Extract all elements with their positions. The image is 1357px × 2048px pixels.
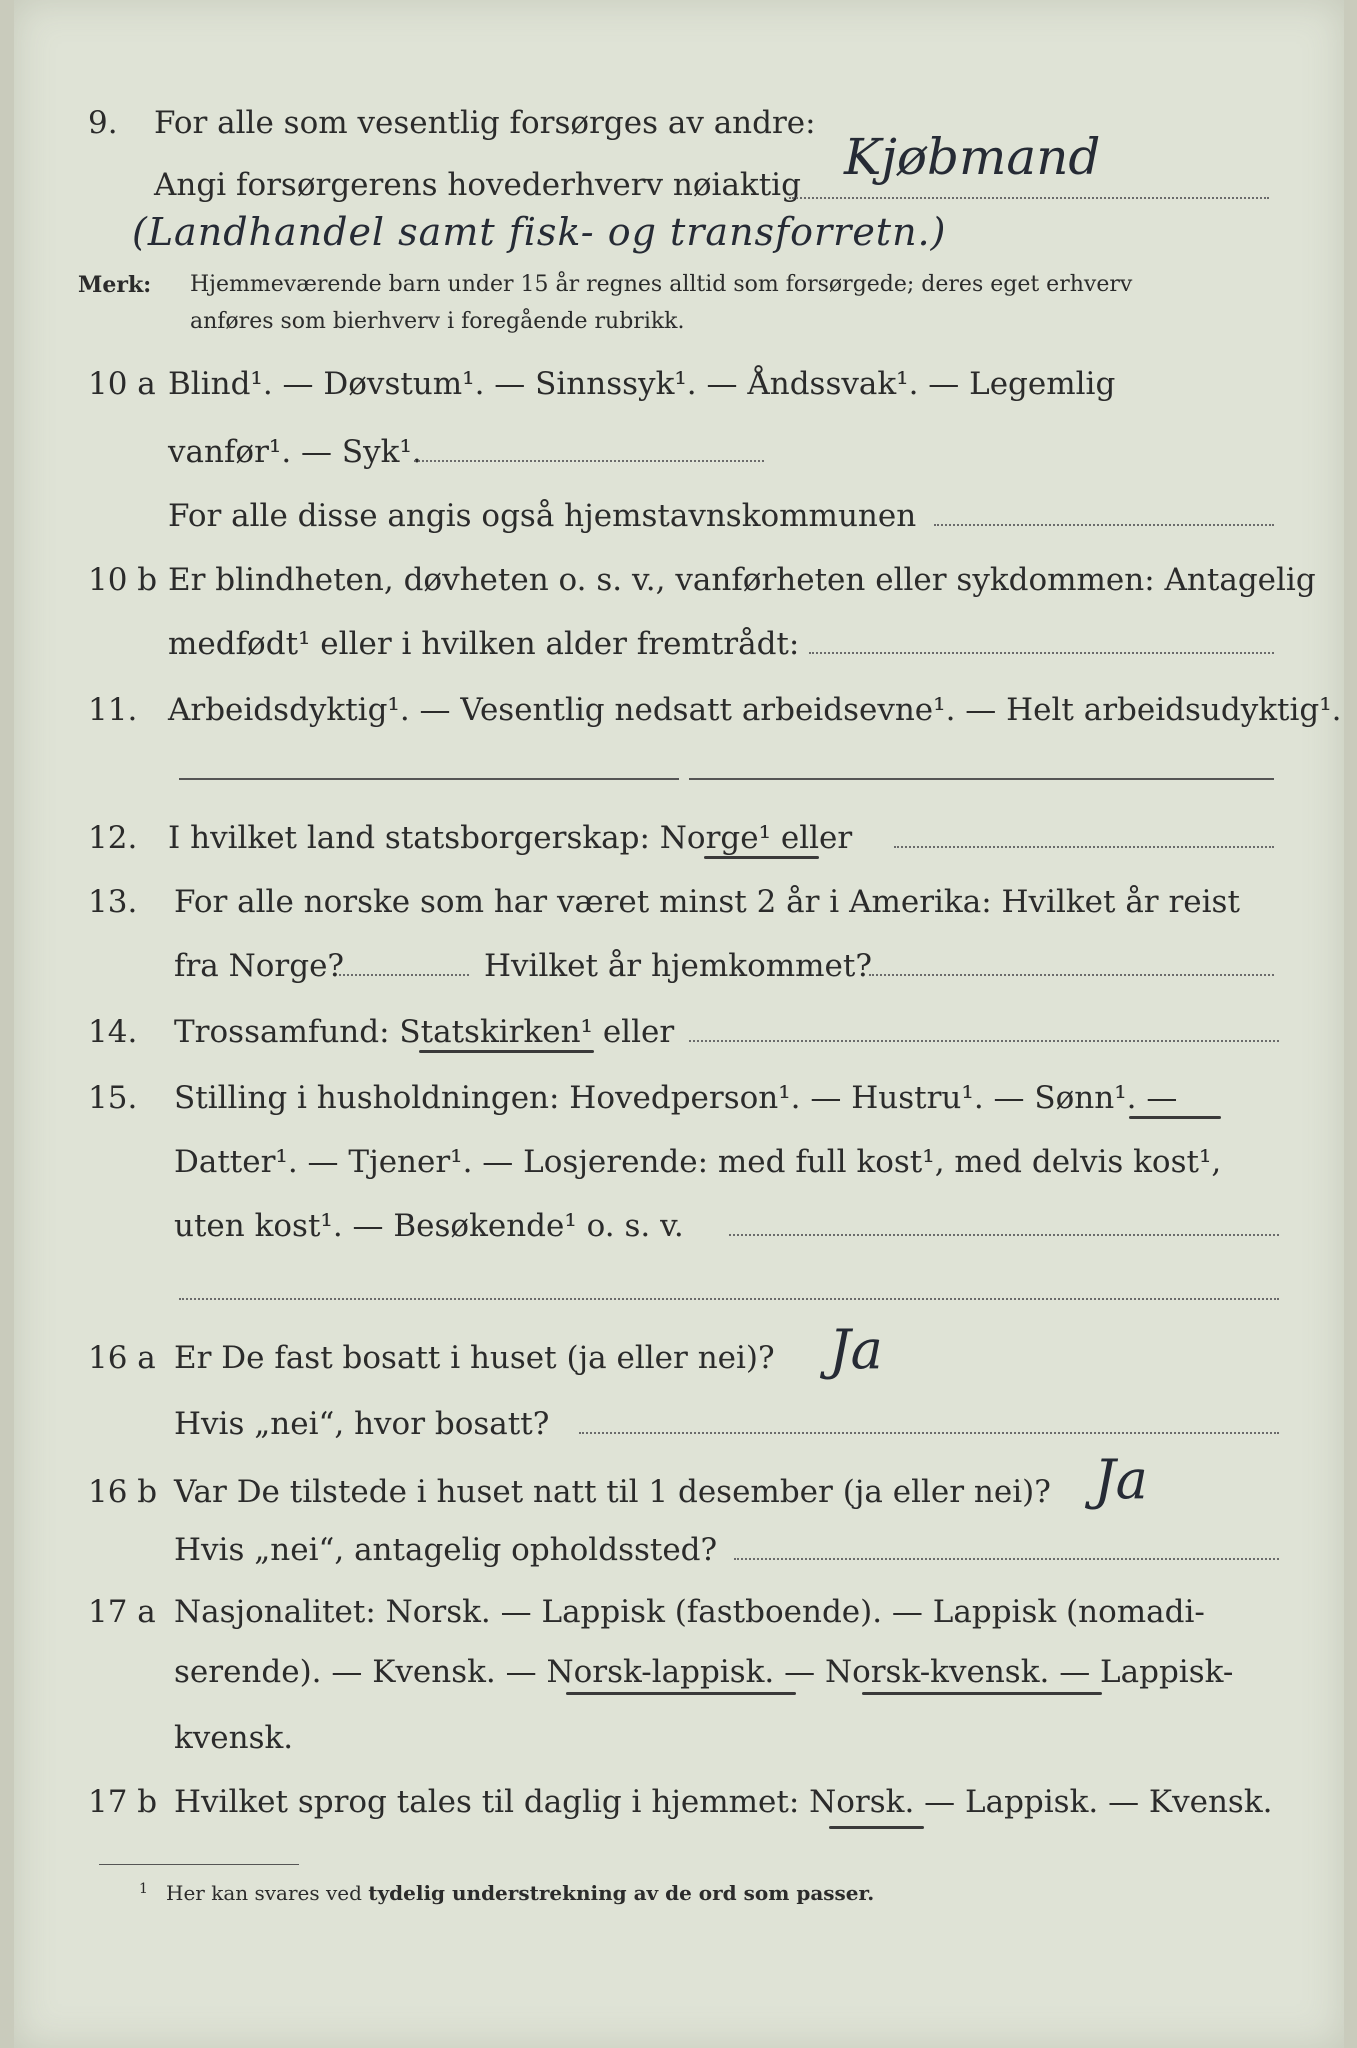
q12-norge-underline (704, 856, 819, 859)
census-form-page (14, 0, 1344, 2048)
q17b-number: 17 b (88, 1784, 158, 1820)
q13-text-2b: Hvilket år hjemkommet? (484, 948, 872, 984)
q17b-text: Hvilket sprog tales til daglig i hjemmet: Norsk. — Lappisk. — Kvensk. (174, 1784, 1273, 1820)
q9-handwritten-detail: (Landhandel samt fisk- og transforretn.) (132, 210, 947, 254)
q16b-text-1: Var De tilstede i huset natt til 1 desember (ja eller nei)? (174, 1474, 1051, 1510)
merk-label: Merk: (78, 272, 152, 298)
q11-answer-line-1 (179, 778, 679, 780)
q11-text: Arbeidsdyktig¹. — Vesentlig nedsatt arbeidsevne¹. — Helt arbeidsudyktig¹. (168, 692, 1342, 728)
q17a-text-3: kvensk. (174, 1720, 294, 1756)
q15-visitor-line (729, 1234, 1279, 1236)
q17b-norsk-underline (829, 1826, 924, 1829)
q15-sonn-underline (1129, 1116, 1221, 1119)
q10a-text-1: Blind¹. — Døvstum¹. — Sinnssyk¹. — Åndssvak¹. — Legemlig (168, 366, 1116, 402)
q15-extra-line (179, 1298, 1279, 1300)
merk-text-1: Hjemmeværende barn under 15 år regnes alltid som forsørgede; deres eget erhverv (190, 272, 1133, 297)
q16b-handwritten-answer: Ja (1094, 1448, 1148, 1511)
footnote-text-a: Her kan svares ved (166, 1881, 369, 1905)
q16a-text-2: Hvis „nei“, hvor bosatt? (174, 1406, 550, 1442)
q10a-municipality-line (934, 524, 1274, 526)
q9-provider-label: Angi forsørgerens hovederhverv nøiaktig (154, 167, 801, 203)
q12-number: 12. (88, 820, 138, 856)
q11-answer-line-2 (689, 778, 1274, 780)
q14-number: 14. (88, 1014, 138, 1050)
footnote-text-b: tydelig understrekning av de ord som passer. (368, 1881, 875, 1905)
q16b-text-2: Hvis „nei“, antagelig opholdssted? (174, 1532, 718, 1568)
q11-number: 11. (88, 692, 138, 728)
merk-text-2: anføres som bierhverv i foregående rubrikk. (190, 309, 685, 334)
q17a-norsk-kvensk-underline (862, 1692, 1102, 1695)
q9-number: 9. (88, 105, 118, 141)
footnote-rule (99, 1864, 299, 1865)
q17a-text-1: Nasjonalitet: Norsk. — Lappisk (fastboende). — Lappisk (nomadi- (174, 1594, 1205, 1630)
q10a-text-3: For alle disse angis også hjemstavnskommunen (168, 498, 917, 534)
q17a-norsk-lappisk-underline (566, 1692, 796, 1695)
q14-denomination-line (689, 1040, 1279, 1042)
q9-text: For alle som vesentlig forsørges av andre: (154, 105, 816, 141)
q16a-residence-line (579, 1432, 1279, 1434)
q14-statskirken-underline (419, 1050, 594, 1053)
q13-text-2a: fra Norge? (174, 948, 345, 984)
q12-text: I hvilket land statsborgerskap: Norge¹ eller (168, 820, 853, 856)
q15-text-2: Datter¹. — Tjener¹. — Losjerende: med full kost¹, med delvis kost¹, (174, 1144, 1222, 1180)
q15-text-3: uten kost¹. — Besøkende¹ o. s. v. (174, 1208, 684, 1244)
q10b-number: 10 b (88, 562, 158, 598)
q16a-handwritten-answer: Ja (829, 1318, 883, 1381)
q10b-text-1: Er blindheten, døvheten o. s. v., vanførheten eller sykdommen: Antagelig (168, 562, 1316, 598)
q10a-sick-line (414, 460, 764, 462)
footnote-mark: 1 (139, 1881, 148, 1897)
q10b-text-2: medfødt¹ eller i hvilken alder fremtrådt: (168, 626, 800, 662)
q10a-text-2: vanfør¹. — Syk¹. (168, 434, 422, 470)
q13-text-1: For alle norske som har været minst 2 år i Amerika: Hvilket år reist (174, 884, 1240, 920)
q17a-number: 17 a (88, 1594, 156, 1630)
q15-number: 15. (88, 1080, 138, 1116)
q9-answer-line (789, 197, 1269, 199)
q14-text: Trossamfund: Statskirken¹ eller (174, 1014, 675, 1050)
q16a-number: 16 a (88, 1340, 156, 1376)
q16b-number: 16 b (88, 1474, 158, 1510)
q13-number: 13. (88, 884, 138, 920)
q17a-text-2: serende). — Kvensk. — Norsk-lappisk. — Norsk-kvensk. — Lappisk- (174, 1654, 1234, 1690)
q13-left-year-line (339, 974, 469, 976)
q15-text-1: Stilling i husholdningen: Hovedperson¹. — Hustru¹. — Sønn¹. — (174, 1080, 1178, 1116)
q9-handwritten-occupation: Kjøbmand (844, 128, 1101, 186)
q12-country-line (894, 846, 1274, 848)
q13-return-year-line (869, 974, 1274, 976)
q10a-number: 10 a (88, 366, 156, 402)
q10b-age-line (809, 652, 1274, 654)
q16a-text-1: Er De fast bosatt i huset (ja eller nei)? (174, 1340, 775, 1376)
q16b-whereabouts-line (734, 1558, 1279, 1560)
